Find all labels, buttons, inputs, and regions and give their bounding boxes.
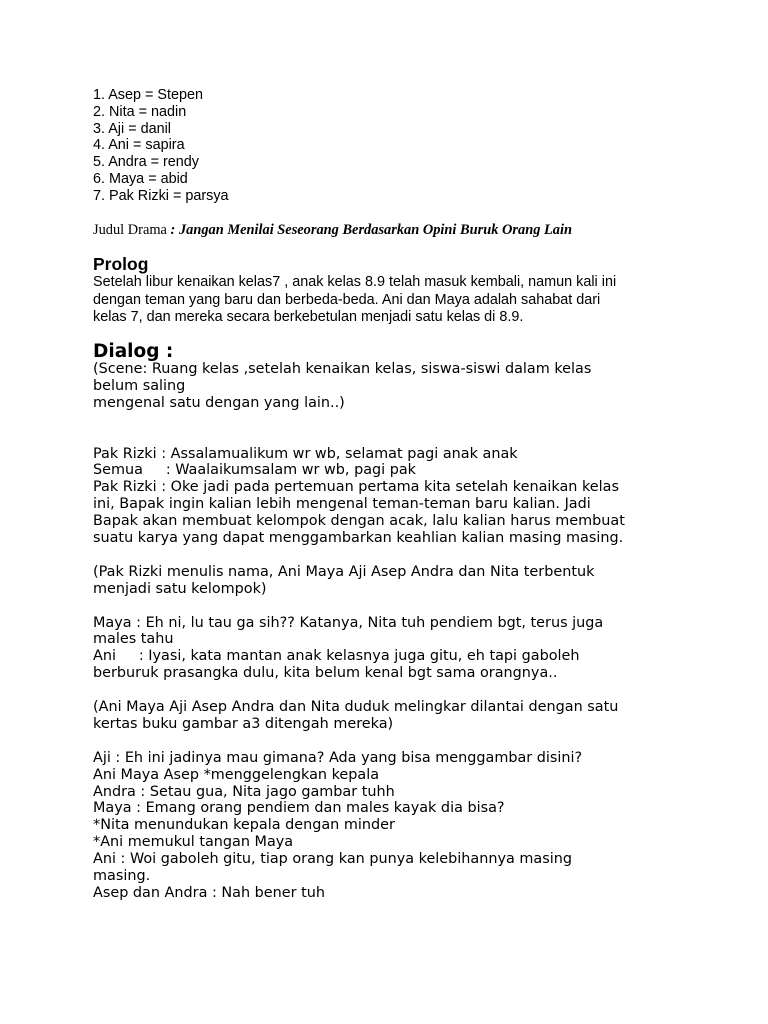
cast-item: 3. Aji = danil — [93, 120, 172, 137]
dialog-line: Pak Rizki : Oke jadi pada pertemuan pertama kita setelah kenaikan kelas — [93, 479, 619, 496]
stage-direction-line: (Ani Maya Aji Asep Andra dan Nita duduk melingkar dilantai dengan satu — [93, 699, 619, 716]
cast-list — [93, 87, 229, 205]
cast-item: 4. Ani = sapira — [93, 137, 185, 154]
dialog-line: berburuk prasangka dulu, kita belum kenal bgt sama orangnya.. — [93, 665, 558, 682]
blank-line — [93, 598, 625, 615]
cast-item: 5. Andra = rendy — [93, 154, 200, 171]
blank-line — [93, 733, 625, 750]
dialog-line: Aji : Eh ini jadinya mau gimana? Ada yang bisa menggambar disini? — [93, 749, 583, 766]
dialog-line: Ani : Iyasi, kata mantan anak kelasnya juga gitu, eh tapi gaboleh — [93, 648, 580, 665]
dialog-line: Bapak akan membuat kelompok dengan acak, lalu kalian harus membuat — [93, 513, 625, 530]
cast-item: 7. Pak Rizki = parsya — [93, 187, 229, 204]
scene-line: belum saling — [93, 377, 186, 394]
prolog-line: Setelah libur kenaikan kelas7 , anak kelas 8.9 telah masuk kembali, namun kali ini — [93, 274, 617, 290]
scene-line: (Scene: Ruang kelas ,setelah kenaikan kelas, siswa-siswi dalam kelas — [93, 361, 592, 377]
dialog-text — [93, 361, 625, 902]
drama-title-line — [93, 221, 572, 239]
scene-line: mengenal satu dengan yang lain..) — [93, 394, 345, 411]
dialog-line: Pak Rizki : Assalamualikum wr wb, selamat pagi anak anak — [93, 445, 518, 462]
blank-line — [93, 682, 625, 699]
prolog-text — [93, 274, 616, 327]
stage-direction-line: kertas buku gambar a3 ditengah mereka) — [93, 715, 394, 732]
dialog-line: Maya : Eh ni, lu tau ga sih?? Katanya, Nita tuh pendiem bgt, terus juga — [93, 614, 604, 631]
cast-item: 2. Nita = nadin — [93, 103, 187, 120]
dialog-line: suatu karya yang dapat menggambarkan keahlian kalian masing masing. — [93, 530, 624, 547]
dialog-line: Semua : Waalaikumsalam wr wb, pagi pak — [93, 462, 417, 479]
blank-line — [93, 547, 625, 564]
stage-direction-line: menjadi satu kelompok) — [93, 580, 267, 597]
cast-item: 1. Asep = Stepen — [93, 87, 204, 103]
dialog-line: Maya : Emang orang pendiem dan males kayak dia bisa? — [93, 800, 505, 817]
dialog-line: males tahu — [93, 631, 174, 648]
stage-direction-line: (Pak Rizki menulis nama, Ani Maya Aji Asep Andra dan Nita terbentuk — [93, 563, 595, 580]
dialog-heading: Dialog : — [93, 341, 174, 362]
dialog-line: masing. — [93, 868, 151, 885]
dialog-line: Andra : Setau gua, Nita jago gambar tuhh — [93, 783, 395, 800]
dialog-line: Asep dan Andra : Nah bener tuh — [93, 885, 325, 901]
prolog-line: kelas 7, dan mereka secara berkebetulan menjadi satu kelas di 8.9. — [93, 309, 524, 325]
drama-title: Jangan Menilai Seseorang Berdasarkan Opini Buruk Orang Lain — [178, 222, 572, 238]
dialog-line: Ani Maya Asep *menggelengkan kepala — [93, 766, 380, 783]
dialog-line: *Ani memukul tangan Maya — [93, 834, 294, 851]
cast-item: 6. Maya = abid — [93, 170, 188, 187]
prolog-heading: Prolog — [93, 254, 149, 274]
prolog-line: dengan teman yang baru dan berbeda-beda. Ani dan Maya adalah sahabat dari — [93, 291, 601, 308]
drama-title-separator: : — [166, 222, 179, 238]
dialog-line: Ani : Woi gaboleh gitu, tiap orang kan punya kelebihannya masing — [93, 851, 572, 868]
dialog-line: ini, Bapak ingin kalian lebih mengenal teman-teman baru kalian. Jadi — [93, 496, 591, 513]
blank-line — [93, 412, 625, 429]
dialog-line: *Nita menundukan kepala dengan minder — [93, 817, 395, 834]
drama-title-label: Judul Drama — [93, 222, 167, 238]
blank-line — [93, 429, 625, 446]
